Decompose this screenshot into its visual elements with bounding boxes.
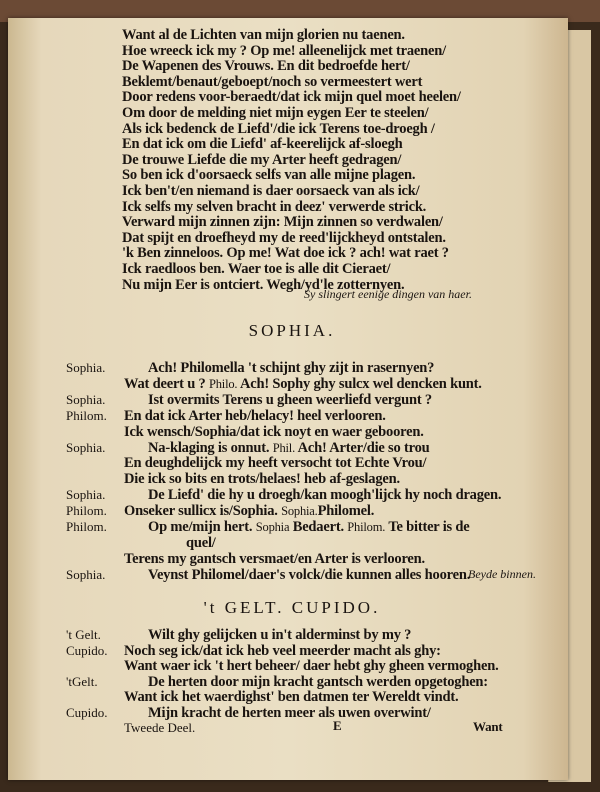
verse-line: Beklemt/benaut/geboept/noch so vermeestert wert bbox=[122, 73, 423, 90]
spoken-text: Ach! Arter/die so trou bbox=[295, 439, 430, 456]
spoken-text: Noch seg ick/dat ick heb veel meerder macht als ghy: bbox=[124, 642, 441, 659]
spoken-text: Philomel. bbox=[317, 503, 375, 520]
verse-line: Want al de Lichten van mijn glorien nu taenen. bbox=[122, 27, 405, 43]
dialogue-line bbox=[148, 705, 431, 721]
signature-mark: E bbox=[333, 718, 342, 733]
dialogue-line bbox=[124, 689, 458, 705]
dialogue-line bbox=[148, 360, 434, 376]
verse-line: Hoe wreeck ick my ? Op me! alleenelijck met traenen/ bbox=[122, 42, 446, 59]
dialogue-line bbox=[148, 487, 501, 503]
stage-direction: Sy slingert eenige dingen van haer. bbox=[304, 287, 472, 301]
verse-line: Ick selfs my selven bracht in deez' verwerde strick. bbox=[122, 198, 427, 215]
stage-direction: Beyde binnen. bbox=[468, 567, 536, 581]
speaker-name: Philom. bbox=[66, 519, 107, 534]
book-page bbox=[8, 18, 568, 780]
speaker-name: Cupido. bbox=[66, 705, 108, 720]
dialogue-line bbox=[148, 440, 430, 456]
verse-line: En dat ick om die Liefd' af-keerelijck af-sloegh bbox=[122, 136, 403, 153]
dialogue-line bbox=[124, 455, 426, 471]
dialogue-line bbox=[124, 376, 482, 392]
speaker-name: 'tGelt. bbox=[66, 673, 98, 689]
spoken-text: Wat deert u ? bbox=[124, 375, 209, 392]
dialogue-line bbox=[124, 643, 441, 659]
spoken-text: Die ick so bits en trots/helaes! heb af-geslagen. bbox=[124, 471, 400, 488]
speaker-name: Cupido. bbox=[66, 642, 108, 658]
dialogue-line bbox=[124, 471, 400, 487]
scene-heading-gelt-cupido: 't GELT. CUPIDO. bbox=[203, 598, 381, 617]
speaker-name: Sophia. bbox=[66, 487, 106, 503]
verse-line: Ick ben't/en niemand is daer oorsaeck van als ick/ bbox=[122, 183, 420, 199]
verse-line: Dat spijt en droefheyd my de reed'lijckheyd ontstalen. bbox=[122, 229, 446, 246]
scene-heading-sophia: SOPHIA. bbox=[248, 321, 336, 340]
spoken-text: En deughdelijck my heeft versocht tot Echte Vrou/ bbox=[124, 455, 427, 472]
verse-line: Ick raedloos ben. Waer toe is alle dit Cieraet/ bbox=[122, 261, 391, 277]
dialogue-line bbox=[124, 503, 374, 519]
dialogue-line bbox=[186, 535, 216, 551]
spoken-text: Terens my gantsch versmaet/en Arter is verlooren. bbox=[124, 550, 425, 567]
speaker-name: Sophia. bbox=[66, 439, 106, 455]
spoken-text: Mijn kracht de herten meer als uwen overwint/ bbox=[148, 705, 431, 721]
spoken-text: Onseker sullicx is/Sophia. bbox=[124, 503, 282, 520]
speaker-name: Sophia. bbox=[66, 360, 106, 375]
dialogue-line bbox=[124, 658, 499, 674]
inline-speaker-cue: Phil. bbox=[272, 440, 296, 455]
spoken-text: Ick wensch/Sophia/dat ick noyt en waer gebooren. bbox=[124, 423, 424, 440]
speaker-name: Sophia. bbox=[66, 391, 106, 407]
spoken-text: Veynst Philomel/daer's volck/die kunnen alles hooren. bbox=[148, 566, 471, 583]
spoken-text: Te bitter is de bbox=[385, 519, 470, 535]
spoken-text: Na-klaging is onnut. bbox=[148, 439, 273, 456]
spoken-text: Bedaert. bbox=[289, 519, 348, 535]
dialogue-line bbox=[148, 567, 470, 583]
verse-line: Als ick bedenck de Liefd'/die ick Terens toe-droegh / bbox=[122, 120, 435, 137]
verse-line: Om door de melding niet mijn eygen Eer te steelen/ bbox=[122, 105, 429, 121]
speaker-name: Sophia. bbox=[66, 566, 106, 582]
dialogue-line bbox=[124, 408, 386, 424]
dialogue-line bbox=[148, 674, 488, 690]
inline-speaker-cue: Sophia. bbox=[281, 504, 318, 519]
inline-speaker-cue: Sophia bbox=[255, 520, 290, 534]
dialogue-line bbox=[148, 519, 470, 535]
spoken-text: Wilt ghy gelijcken u in't alderminst by my ? bbox=[148, 627, 412, 643]
spoken-text: Want waer ick 't hert beheer/ daer hebt ghy gheen vermoghen. bbox=[124, 658, 499, 675]
verse-line: Verward mijn zinnen zijn: Mijn zinnen so verdwalen/ bbox=[122, 214, 443, 231]
dialogue-line bbox=[148, 392, 432, 408]
spoken-text: quel/ bbox=[186, 534, 216, 551]
spoken-text: Ach! Philomella 't schijnt ghy zijt in rasernyen? bbox=[148, 360, 435, 376]
dialogue-line bbox=[124, 424, 424, 440]
speaker-name: 't Gelt. bbox=[66, 627, 101, 642]
spoken-text: Want ick het waerdighst' ben datmen ter Wereldt vindt. bbox=[124, 689, 459, 706]
speaker-name: Philom. bbox=[66, 503, 107, 519]
spoken-text: Op me/mijn hert. bbox=[148, 519, 256, 535]
spoken-text: Ach! Sophy ghy sulcx wel dencken kunt. bbox=[237, 375, 482, 392]
verse-line: Nu mijn Eer is ontciert. Wegh/yd'le zotternyen. bbox=[122, 276, 405, 293]
spoken-text: Ist overmits Terens u gheen weerliefd vergunt ? bbox=[148, 391, 432, 408]
verse-line: De trouwe Liefde die my Arter heeft gedragen/ bbox=[122, 151, 402, 168]
catchword: Want bbox=[473, 719, 503, 734]
verse-line: De Wapenen des Vrouws. En dit bedroefde hert/ bbox=[122, 58, 410, 75]
spoken-text: De herten door mijn kracht gantsch werden opgetoghen: bbox=[148, 673, 488, 690]
verse-line: So ben ick d'oorsaeck selfs van alle mijne plagen. bbox=[122, 167, 416, 184]
inline-speaker-cue: Philo. bbox=[209, 376, 238, 391]
dialogue-line bbox=[148, 627, 411, 643]
verse-line: Door redens voor-beraedt/dat ick mijn quel moet heelen/ bbox=[122, 89, 461, 106]
verse-line: 'k Ben zinneloos. Op me! Wat doe ick ? ach! wat raet ? bbox=[122, 245, 449, 262]
spoken-text: En dat ick Arter heb/helacy! heel verlooren. bbox=[124, 407, 386, 424]
speaker-name: Philom. bbox=[66, 407, 107, 423]
spoken-text: De Liefd' die hy u droegh/kan moogh'lijck hy noch dragen. bbox=[148, 487, 502, 504]
dialogue-line bbox=[124, 551, 425, 567]
running-footer-title: Tweede Deel. bbox=[124, 720, 196, 735]
inline-speaker-cue: Philom. bbox=[347, 520, 386, 534]
